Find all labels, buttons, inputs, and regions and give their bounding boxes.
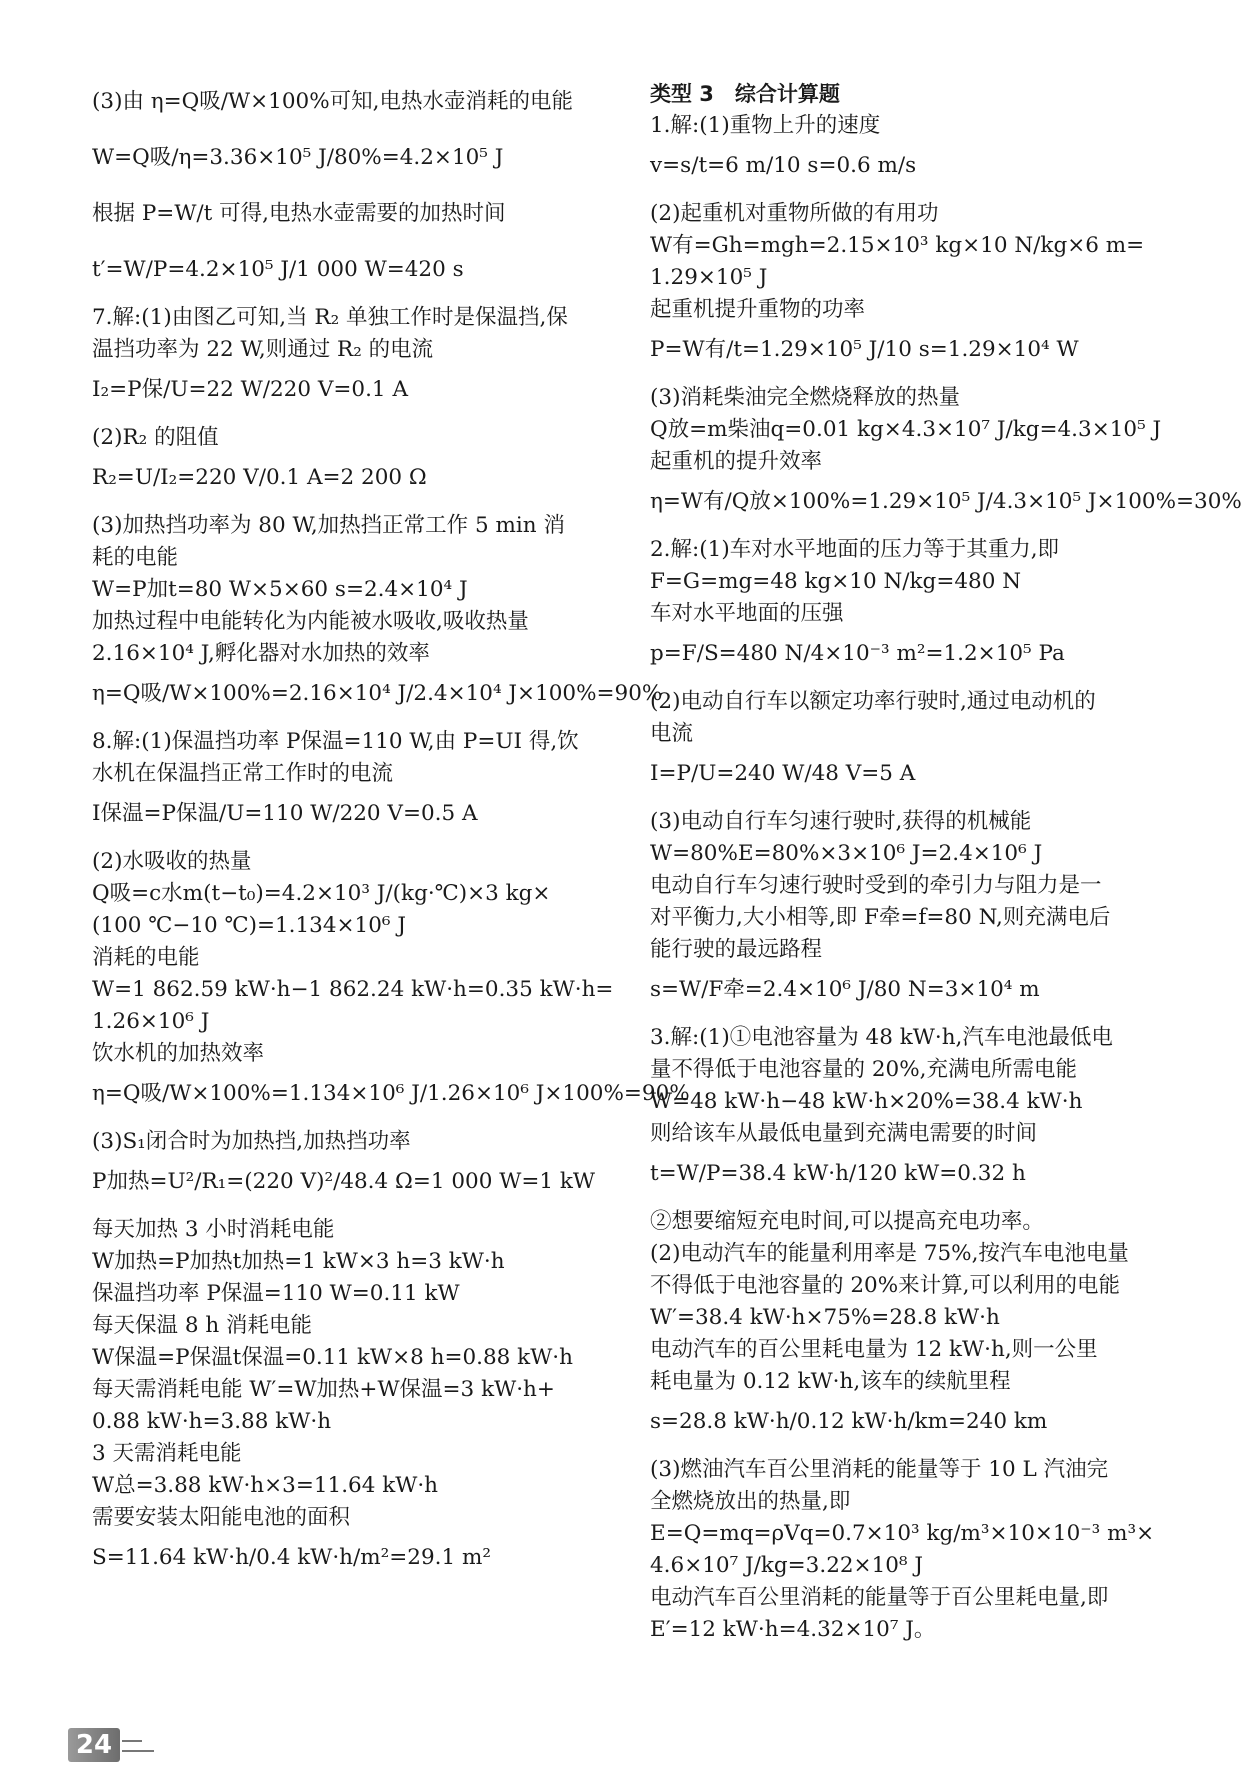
text-line: 电动汽车的百公里耗电量为 12 kW·h,则一公里 [650, 1337, 1098, 1362]
text-line: (2)电动自行车以额定功率行驶时,通过电动机的 [650, 689, 1096, 714]
formula-line: R₂=U/I₂=220 V/0.1 A=2 200 Ω [92, 465, 427, 490]
formula-line: (100 ℃−10 ℃)=1.134×10⁶ J [92, 913, 406, 938]
formula-line: P加热=U²/R₁=(220 V)²/48.4 Ω=1 000 W=1 kW [92, 1169, 596, 1194]
text-line: 加热过程中电能转化为内能被水吸收,吸收热量 [92, 609, 529, 634]
text-line: 全燃烧放出的热量,即 [650, 1489, 851, 1514]
text-line: 根据 P=W/t 可得,电热水壶需要的加热时间 [92, 201, 506, 226]
formula-line: E=Q=mq=ρVq=0.7×10³ kg/m³×10×10⁻³ m³× [650, 1521, 1155, 1546]
formula-line: 1.26×10⁶ J [92, 1009, 210, 1034]
formula-line: P=W有/t=1.29×10⁵ J/10 s=1.29×10⁴ W [650, 337, 1079, 362]
text-line: 能行驶的最远路程 [650, 937, 823, 962]
text-line: 3 天需消耗电能 [92, 1441, 242, 1466]
formula-line: E′=12 kW·h=4.32×10⁷ J。 [650, 1617, 936, 1642]
text-line: 2.16×10⁴ J,孵化器对水加热的效率 [92, 641, 430, 666]
text-line: 保温挡功率 P保温=110 W=0.11 kW [92, 1281, 460, 1306]
formula-line: W总=3.88 kW·h×3=11.64 kW·h [92, 1473, 439, 1498]
text-line: 水机在保温挡正常工作时的电流 [92, 761, 394, 786]
formula-line: Q放=m柴油q=0.01 kg×4.3×10⁷ J/kg=4.3×10⁵ J [650, 417, 1162, 442]
formula-line: W′=38.4 kW·h×75%=28.8 kW·h [650, 1305, 1000, 1330]
text-line: 起重机的提升效率 [650, 449, 823, 474]
divider [122, 1750, 154, 1752]
formula-line: Q吸=c水m(t−t₀)=4.2×10³ J/(kg·℃)×3 kg× [92, 881, 551, 906]
problem-1-heading: 1.解:(1)重物上升的速度 [650, 113, 881, 138]
text-line: 耗的电能 [92, 545, 179, 570]
text-line: (3)S₁闭合时为加热挡,加热挡功率 [92, 1129, 411, 1154]
text-line: 温挡功率为 22 W,则通过 R₂ 的电流 [92, 337, 434, 362]
problem-8-heading: 8.解:(1)保温挡功率 P保温=110 W,由 P=UI 得,饮 [92, 729, 579, 754]
text-line: 则给该车从最低电量到充满电需要的时间 [650, 1121, 1038, 1146]
formula-line: 4.6×10⁷ J/kg=3.22×10⁸ J [650, 1553, 924, 1578]
formula-line: η=Q吸/W×100%=1.134×10⁶ J/1.26×10⁶ J×100%=90% [92, 1081, 690, 1106]
problem-7-heading: 7.解:(1)由图乙可知,当 R₂ 单独工作时是保温挡,保 [92, 305, 568, 330]
text-line: ②想要缩短充电时间,可以提高充电功率。 [650, 1209, 1044, 1234]
problem-2-heading: 2.解:(1)车对水平地面的压力等于其重力,即 [650, 537, 1060, 562]
formula-line: s=28.8 kW·h/0.12 kW·h/km=240 km [650, 1409, 1048, 1434]
formula-line: F=G=mg=48 kg×10 N/kg=480 N [650, 569, 1022, 594]
text-line: 起重机提升重物的功率 [650, 297, 866, 322]
text-line: (3)燃油汽车百公里消耗的能量等于 10 L 汽油完 [650, 1457, 1109, 1482]
text-line: 不得低于电池容量的 20%来计算,可以利用的电能 [650, 1273, 1120, 1298]
text-line: 量不得低于电池容量的 20%,充满电所需电能 [650, 1057, 1077, 1082]
formula-line: W=Q吸/η=3.36×10⁵ J/80%=4.2×10⁵ J [92, 145, 504, 170]
formula-line: p=F/S=480 N/4×10⁻³ m²=1.2×10⁵ Pa [650, 641, 1065, 666]
text-line: (2)水吸收的热量 [92, 849, 252, 874]
text-line: 饮水机的加热效率 [92, 1041, 265, 1066]
formula-line: v=s/t=6 m/10 s=0.6 m/s [650, 153, 917, 178]
formula-line: W=1 862.59 kW·h−1 862.24 kW·h=0.35 kW·h= [92, 977, 614, 1002]
formula-line: W=48 kW·h−48 kW·h×20%=38.4 kW·h [650, 1089, 1083, 1114]
formula-line: W加热=P加热t加热=1 kW×3 h=3 kW·h [92, 1249, 505, 1274]
formula-line: S=11.64 kW·h/0.4 kW·h/m²=29.1 m² [92, 1545, 491, 1570]
formula-line: 0.88 kW·h=3.88 kW·h [92, 1409, 332, 1434]
text-line: (2)电动汽车的能量利用率是 75%,按汽车电池电量 [650, 1241, 1129, 1266]
formula-line: η=W有/Q放×100%=1.29×10⁵ J/4.3×10⁵ J×100%=30% [650, 489, 1242, 514]
formula-line: I保温=P保温/U=110 W/220 V=0.5 A [92, 801, 478, 826]
formula-line: W=P加t=80 W×5×60 s=2.4×10⁴ J [92, 577, 468, 602]
formula-line: 1.29×10⁵ J [650, 265, 768, 290]
right-column [650, 78, 1242, 1646]
text-line: (3)电动自行车匀速行驶时,获得的机械能 [650, 809, 1032, 834]
text-line: 每天保温 8 h 消耗电能 [92, 1313, 313, 1338]
page-number: 24 [68, 1728, 120, 1762]
problem-3-heading: 3.解:(1)①电池容量为 48 kW·h,汽车电池最低电 [650, 1025, 1113, 1050]
formula-line: t=W/P=38.4 kW·h/120 kW=0.32 h [650, 1161, 1026, 1186]
formula-line: η=Q吸/W×100%=2.16×10⁴ J/2.4×10⁴ J×100%=90% [92, 681, 663, 706]
text-line: (3)由 η=Q吸/W×100%可知,电热水壶消耗的电能 [92, 89, 573, 114]
text-line: 电动汽车百公里消耗的能量等于百公里耗电量,即 [650, 1585, 1109, 1610]
section-title: 类型 3 综合计算题 [650, 82, 840, 106]
text-line: 电流 [650, 721, 694, 746]
formula-line: 每天需消耗电能 W′=W加热+W保温=3 kW·h+ [92, 1377, 555, 1402]
text-line: (2)起重机对重物所做的有用功 [650, 201, 939, 226]
left-column [92, 78, 690, 1590]
text-line: 需要安装太阳能电池的面积 [92, 1505, 351, 1530]
text-line: 耗电量为 0.12 kW·h,该车的续航里程 [650, 1369, 1011, 1394]
formula-line: W=80%E=80%×3×10⁶ J=2.4×10⁶ J [650, 841, 1043, 866]
text-line: 消耗的电能 [92, 945, 200, 970]
formula-line: I=P/U=240 W/48 V=5 A [650, 761, 916, 786]
formula-line: W有=Gh=mgh=2.15×10³ kg×10 N/kg×6 m= [650, 233, 1145, 258]
formula-line: t′=W/P=4.2×10⁵ J/1 000 W=420 s [92, 257, 464, 282]
formula-line: s=W/F牵=2.4×10⁶ J/80 N=3×10⁴ m [650, 977, 1040, 1002]
text-line: (3)加热挡功率为 80 W,加热挡正常工作 5 min 消 [92, 513, 565, 538]
text-line: 电动自行车匀速行驶时受到的牵引力与阻力是一 [650, 873, 1102, 898]
text-line: 车对水平地面的压强 [650, 601, 844, 626]
text-line: (3)消耗柴油完全燃烧释放的热量 [650, 385, 960, 410]
formula-line: I₂=P保/U=22 W/220 V=0.1 A [92, 377, 408, 402]
divider [122, 1740, 142, 1742]
text-line: 每天加热 3 小时消耗电能 [92, 1217, 335, 1242]
text-line: 对平衡力,大小相等,即 F牵=f=80 N,则充满电后 [650, 905, 1111, 930]
formula-line: W保温=P保温t保温=0.11 kW×8 h=0.88 kW·h [92, 1345, 573, 1370]
text-line: (2)R₂ 的阻值 [92, 425, 219, 450]
